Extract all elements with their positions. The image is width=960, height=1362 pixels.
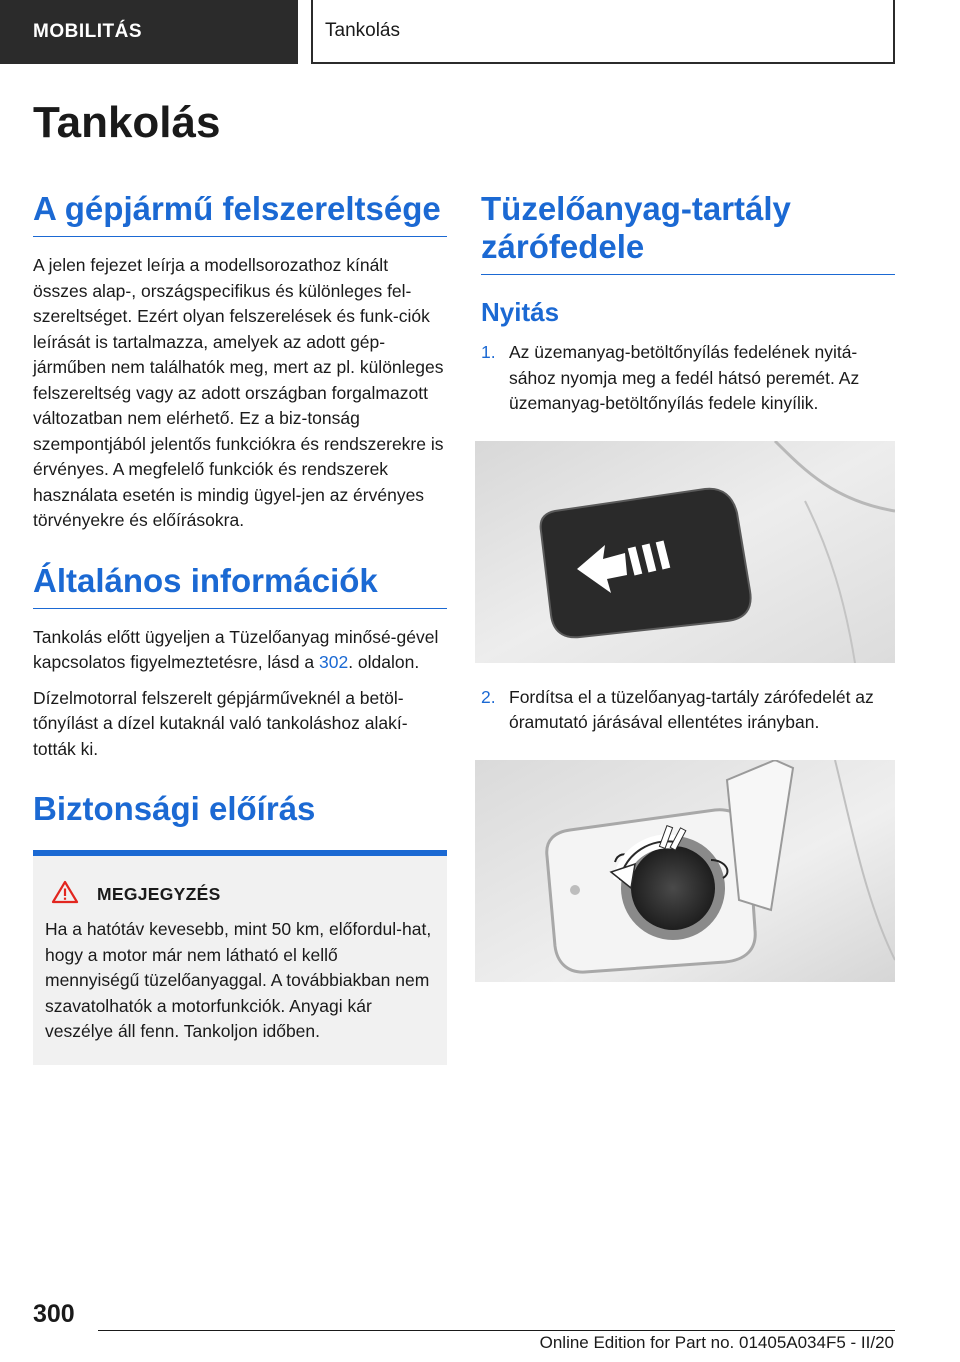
header-chapter-tab	[311, 0, 895, 64]
general-text-1-after: . oldalon.	[348, 652, 420, 672]
steps-list	[481, 340, 895, 982]
header-section-label: MOBILITÁS	[33, 21, 142, 42]
footer-edition: Online Edition for Part no. 01405A034F5 - II/20	[539, 1333, 894, 1352]
left-column	[33, 190, 447, 1065]
note-header	[45, 880, 435, 909]
header-section-tab	[0, 0, 298, 64]
fuel-cap-figure	[481, 760, 895, 982]
step-text: Az üzemanyag-betöltőnyílás fedelének nyitá-sához nyomja meg a fedél hátsó peremét. Az üzemanyag-betöltőnyílás fedele kinyílik.	[509, 342, 860, 413]
header-chapter-label: Tankolás	[325, 20, 400, 41]
fuel-flap-illustration	[475, 441, 895, 663]
page-reference-link[interactable]: 302	[318, 652, 349, 672]
footer-divider	[98, 1330, 895, 1331]
equipment-text: A jelen fejezet leírja a modellsorozathoz kínált összes alap-, országspecifikus és különleges fel-szereltséget. Ezért olyan felszerelések és funk-ciók leírását is tartalmazza, amelyek az adott gép-járműben nem találhatók meg, mert az pl. különleges felszereltség vagy az adott országban forgalmazott változatban nem elérhető. Ez a biz-tonság szempontjából jelentős funkciókra és rendszerekre is érvényes. A megfelelő funkciók és rendszerek használata esetén is mindig ügyel-jen az érvényes törvényekre és előírásokra.	[33, 255, 444, 530]
fuel-cap-illustration	[475, 760, 895, 982]
fuel-cap-heading: Tüzelőanyag-tartály zárófedele	[481, 190, 895, 275]
step-text: Fordítsa el a tüzelőanyag-tartály zárófedelét az óramutató járásával ellentétes irányban.	[509, 686, 874, 732]
step-item	[481, 685, 895, 736]
note-box	[33, 850, 447, 1065]
note-label: MEGJEGYZÉS	[97, 884, 221, 904]
step-number: 2.	[481, 686, 496, 707]
warning-triangle-icon	[51, 880, 79, 909]
step-number: 1.	[481, 342, 496, 362]
safety-section	[33, 790, 447, 1065]
safety-heading: Biztonsági előírás	[33, 790, 316, 827]
general-text-1-before: Tankolás előtt ügyeljen a Tüzelőanyag minősé-gével kapcsolatos figyelmeztetésre, lásd a	[33, 626, 439, 672]
fuel-flap-figure	[481, 441, 895, 663]
page-title: Tankolás	[33, 98, 221, 147]
page-number: 300	[33, 1300, 75, 1328]
opening-subheading: Nyitás	[481, 297, 560, 327]
note-text: Ha a hatótáv kevesebb, mint 50 km, előfordul-hat, hogy a motor már nem látható el kellő mennyiségű tüzelőanyaggal. A továbbiakban nem szavatolhatók a motorfunkciók. Anyagi kár veszélye áll fenn. Tankoljon időben.	[45, 919, 432, 1041]
step-item	[481, 340, 895, 417]
general-heading: Általános információk	[33, 562, 447, 609]
general-section	[33, 562, 447, 763]
general-text-1	[33, 625, 447, 676]
general-text-2: Dízelmotorral felszerelt gépjárműveknél a betöl-tőnyílást a dízel kutaknál való tankoláshoz alakí-tották ki.	[33, 687, 408, 759]
right-column	[481, 190, 895, 1004]
equipment-heading: A gépjármű felszereltsége	[33, 190, 447, 237]
